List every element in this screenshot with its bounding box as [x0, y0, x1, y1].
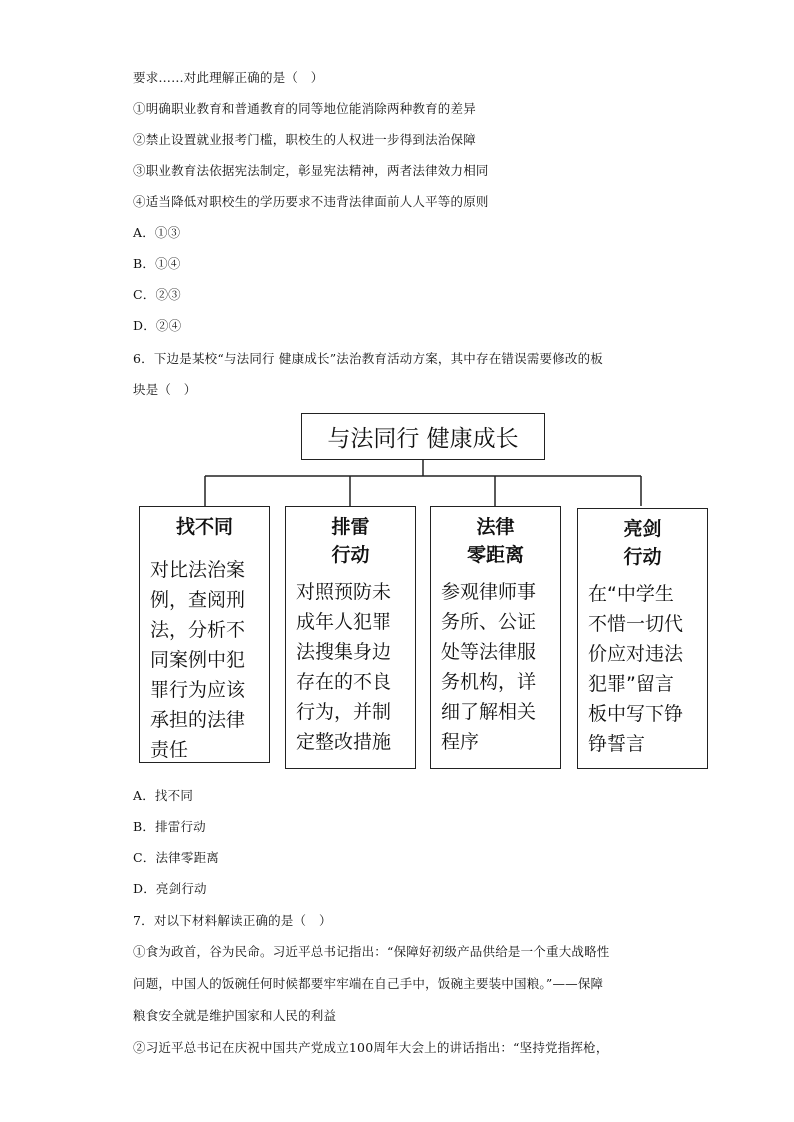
card-show-sword	[577, 508, 708, 769]
card-mine-clearing	[285, 506, 416, 769]
material-1-line-1: ①食为政首，谷为民命。习近平总书记指出：“保障好初级产品供给是一个重大战略性	[133, 944, 610, 959]
material-1-line-3: 粮食安全就是维护国家和人民的利益	[133, 1008, 337, 1023]
card-body: 在“中学生 不惜一切代 价应对违法 犯罪”留言 板中写下铮 铮誓言	[588, 583, 684, 755]
card-law-zero-distance	[430, 506, 561, 769]
question-6-cont: 块是（ ）	[133, 382, 197, 397]
option-d: D．②④	[133, 318, 182, 333]
card-heading: 法律 零距离	[466, 516, 524, 566]
statement-1: ①明确职业教育和普通教育的同等地位能消除两种教育的差异	[133, 101, 476, 116]
statement-3: ③职业教育法依据宪法制定，彰显宪法精神，两者法律效力相同	[133, 163, 489, 178]
card-body: 参观律师事 务所、公证 处等法律服 务机构，详 细了解相关 程序	[441, 581, 537, 753]
text-line: 要求……对此理解正确的是（ ）	[133, 70, 324, 85]
diagram-title: 与法同行 健康成长	[301, 413, 545, 460]
statement-4: ④适当降低对职校生的学历要求不违背法律面前人人平等的原则	[133, 194, 489, 209]
card-body: 对照预防未 成年人犯罪 法搜集身边 存在的不良 行为，并制 定整改措施	[296, 581, 392, 753]
material-1-line-2: 问题，中国人的饭碗任何时候都要牢牢端在自己手中，饭碗主要装中国粮。”——保障	[133, 976, 604, 991]
option-c: C．法律零距离	[133, 850, 219, 865]
option-a: A．找不同	[133, 788, 194, 803]
option-b: B．①④	[133, 256, 181, 271]
card-heading: 找不同	[175, 516, 233, 538]
option-a: A．①③	[133, 225, 181, 240]
option-c: C．②③	[133, 287, 181, 302]
card-body: 对比法治案 例，查阅刑 法，分析不 同案例中犯 罪行为应该 承担的法律 责任	[150, 559, 246, 761]
question-7: 7．对以下材料解读正确的是（ ）	[133, 913, 332, 928]
question-6: 6．下边是某校“与法同行 健康成长”法治教育活动方案，其中存在错误需要修改的板	[133, 351, 604, 366]
card-find-difference	[139, 506, 270, 763]
option-b: B．排雷行动	[133, 819, 206, 834]
option-d: D．亮剑行动	[133, 881, 207, 896]
card-heading: 排雷 行动	[331, 516, 370, 566]
statement-2: ②禁止设置就业报考门槛，职校生的人权进一步得到法治保障	[133, 132, 476, 147]
card-heading: 亮剑 行动	[623, 518, 662, 568]
material-2-line-1: ②习近平总书记在庆祝中国共产党成立100周年大会上的讲话指出：“坚持党指挥枪，	[133, 1040, 609, 1055]
